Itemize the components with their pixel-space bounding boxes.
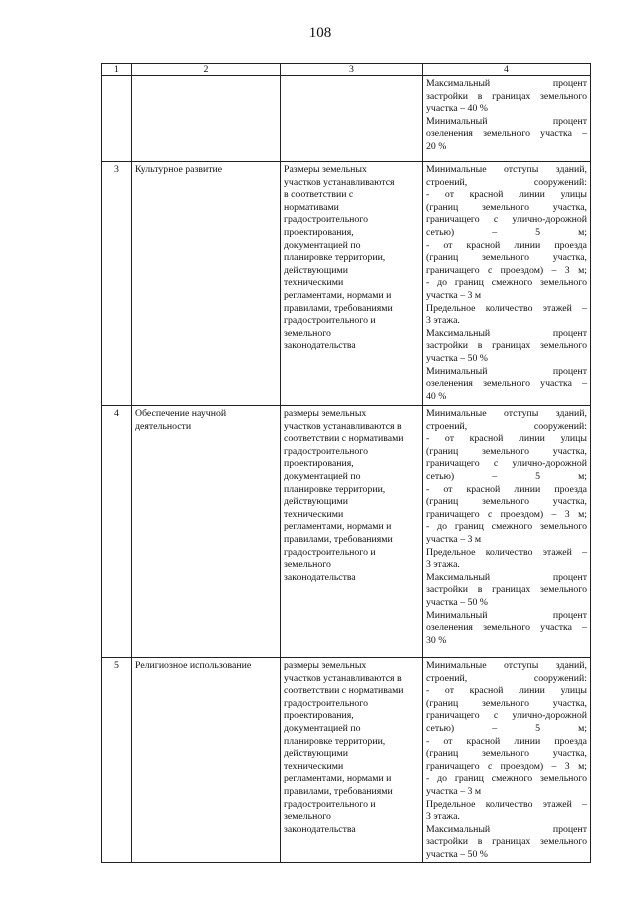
use-type-name: Религиозное использование: [132, 658, 281, 863]
text-line: нормативами: [284, 201, 339, 213]
table-row: [102, 162, 591, 406]
text-line: участков устанавливаются: [284, 176, 395, 188]
text-line: Максимальный процент: [426, 823, 587, 835]
text-line: в соответствии с: [284, 189, 354, 201]
text-line: проектирования,: [284, 458, 354, 470]
text-line: размеры земельных: [284, 660, 367, 671]
text-line: действующими: [284, 748, 348, 760]
text-line: участка – 3 м: [426, 533, 482, 545]
text-line: планировке территории,: [284, 252, 386, 264]
parameter-paragraph: [426, 303, 587, 328]
text-line: градостроительного и: [284, 798, 376, 810]
header-col-3: 3: [281, 64, 423, 76]
use-type-name: Обеспечение научной деятельности: [132, 406, 281, 658]
text-line: граничащего с улично-дорожной: [426, 710, 587, 722]
text-line: (границ земельного участка,: [426, 252, 587, 264]
text-line: застройки в границах земельного: [426, 340, 587, 352]
text-line: регламентами, нормами и: [284, 773, 392, 785]
text-line: Предельное количество этажей –: [426, 546, 587, 558]
page-number: 108: [308, 25, 332, 41]
text-line: градостроительного: [284, 445, 368, 457]
parameter-paragraph: [426, 799, 587, 824]
header-col-4: 4: [423, 64, 591, 76]
text-line: сетью) – 5 м;: [426, 470, 587, 482]
text-line: застройки в границах земельного: [426, 836, 587, 848]
text-line: Размеры земельных: [284, 164, 367, 175]
table-row: [102, 406, 591, 658]
text-line: Минимальный процент: [426, 365, 587, 377]
header-col-2: 2: [132, 64, 281, 76]
text-line: 3 этажа.: [426, 811, 460, 823]
text-line: (границ земельного участка,: [426, 697, 587, 709]
text-line: застройки в границах земельного: [426, 90, 587, 102]
text-line: земельного: [284, 559, 331, 571]
text-line: документацией по: [284, 722, 361, 734]
text-line: техническими: [284, 508, 344, 520]
parameter-paragraph: [426, 328, 587, 366]
text-line: - от красной линии улицы: [426, 189, 587, 201]
row-number: 5: [102, 658, 132, 863]
text-line: градостроительного: [284, 214, 368, 226]
text-line: земельного: [284, 811, 331, 823]
text-line: - до границ смежного земельного: [426, 773, 587, 785]
text-line: (границ земельного участка,: [426, 748, 587, 760]
text-line: участка – 50 %: [426, 596, 488, 608]
text-line: - от красной линии проезда: [426, 483, 587, 495]
row-number: [102, 76, 132, 162]
text-line: действующими: [284, 264, 348, 276]
parameter-paragraph: [426, 408, 587, 547]
text-line: участка – 50 %: [426, 352, 488, 364]
text-line: - от красной линии проезда: [426, 735, 587, 747]
text-line: правилами, требованиями: [284, 785, 393, 797]
text-line: градостроительного и: [284, 315, 376, 327]
text-line: Максимальный процент: [426, 571, 587, 583]
text-line: участков устанавливаются в: [284, 672, 402, 684]
text-line: 3 этажа.: [426, 315, 460, 327]
text-line: (границ земельного участка,: [426, 201, 587, 213]
text-line: (границ земельного участка,: [426, 445, 587, 457]
text-line: Минимальный процент: [426, 115, 587, 127]
plot-size-text: [281, 406, 423, 658]
text-line: регламентами, нормами и: [284, 289, 392, 301]
parameter-paragraph: [426, 572, 587, 610]
parameter-paragraph: [426, 78, 587, 116]
parameter-paragraph: [426, 824, 587, 862]
text-line: законодательства: [284, 823, 356, 835]
text-line: Минимальный процент: [426, 609, 587, 621]
text-line: Предельное количество этажей –: [426, 798, 587, 810]
text-line: соответствии с нормативами: [284, 685, 404, 697]
text-line: Минимальные отступы зданий,: [426, 660, 587, 671]
text-line: законодательства: [284, 340, 356, 352]
row-number: 3: [102, 162, 132, 406]
parameter-paragraph: [426, 660, 587, 799]
text-line: - до границ смежного земельного: [426, 277, 587, 289]
text-line: участка – 3 м: [426, 785, 482, 797]
text-line: законодательства: [284, 571, 356, 583]
text-line: (границ земельного участка,: [426, 496, 587, 508]
table-body: [102, 76, 591, 863]
text-line: сетью) – 5 м;: [426, 226, 587, 238]
table-row: [102, 76, 591, 162]
text-line: участков устанавливаются в: [284, 420, 402, 432]
use-type-name: [132, 76, 281, 162]
text-line: 30 %: [426, 634, 447, 646]
use-type-name: Культурное развитие: [132, 162, 281, 406]
text-line: градостроительного и: [284, 546, 376, 558]
text-line: 40 %: [426, 390, 447, 402]
text-line: Максимальный процент: [426, 327, 587, 339]
text-line: озеленения земельного участка –: [426, 128, 587, 140]
text-line: Предельное количество этажей –: [426, 302, 587, 314]
text-line: строений, сооружений:: [426, 176, 587, 188]
text-line: 3 этажа.: [426, 559, 460, 571]
text-line: планировке территории,: [284, 735, 386, 747]
text-line: планировке территории,: [284, 483, 386, 495]
plot-size-text: [281, 76, 423, 162]
text-line: застройки в границах земельного: [426, 584, 587, 596]
text-line: 20 %: [426, 140, 447, 152]
text-line: участка – 50 %: [426, 848, 488, 860]
parameter-paragraph: [426, 164, 587, 303]
text-line: действующими: [284, 496, 348, 508]
text-line: техническими: [284, 760, 344, 772]
text-line: граничащего с улично-дорожной: [426, 214, 587, 226]
parameters-text: [423, 76, 591, 162]
text-line: проектирования,: [284, 226, 354, 238]
text-line: сетью) – 5 м;: [426, 722, 587, 734]
text-line: граничащего с проездом) – 3 м;: [426, 508, 587, 520]
parameter-paragraph: [426, 116, 587, 154]
text-line: - от красной линии улицы: [426, 685, 587, 697]
text-line: - от красной линии улицы: [426, 433, 587, 445]
parameter-paragraph: [426, 547, 587, 572]
text-line: строений, сооружений:: [426, 672, 587, 684]
text-line: озеленения земельного участка –: [426, 378, 587, 390]
text-line: соответствии с нормативами: [284, 433, 404, 445]
text-line: Максимальный процент: [426, 78, 587, 89]
text-line: - до границ смежного земельного: [426, 521, 587, 533]
table-header-row: [102, 64, 591, 76]
text-line: правилами, требованиями: [284, 302, 393, 314]
text-line: граничащего с проездом) – 3 м;: [426, 760, 587, 772]
text-line: регламентами, нормами и: [284, 521, 392, 533]
text-line: градостроительного: [284, 697, 368, 709]
text-line: документацией по: [284, 470, 361, 482]
text-line: проектирования,: [284, 710, 354, 722]
text-line: земельного: [284, 327, 331, 339]
text-line: граничащего с улично-дорожной: [426, 458, 587, 470]
text-line: озеленения земельного участка –: [426, 622, 587, 634]
text-line: - от красной линии проезда: [426, 239, 587, 251]
text-line: размеры земельных: [284, 408, 367, 419]
parameters-text: [423, 406, 591, 658]
text-line: правилами, требованиями: [284, 533, 393, 545]
plot-size-text: [281, 162, 423, 406]
text-line: строений, сооружений:: [426, 420, 587, 432]
text-line: участка – 40 %: [426, 103, 488, 115]
plot-size-text: [281, 658, 423, 863]
header-col-1: 1: [102, 64, 132, 76]
parameters-text: [423, 162, 591, 406]
text-line: граничащего с проездом) – 3 м;: [426, 264, 587, 276]
parameters-text: [423, 658, 591, 863]
parameter-paragraph: [426, 366, 587, 404]
table-row: [102, 658, 591, 863]
parameter-paragraph: [426, 610, 587, 648]
text-line: документацией по: [284, 239, 361, 251]
text-line: техническими: [284, 277, 344, 289]
text-line: Минимальные отступы зданий,: [426, 164, 587, 175]
text-line: участка – 3 м: [426, 289, 482, 301]
row-number: 4: [102, 406, 132, 658]
text-line: Минимальные отступы зданий,: [426, 408, 587, 419]
zoning-table: [101, 63, 591, 863]
